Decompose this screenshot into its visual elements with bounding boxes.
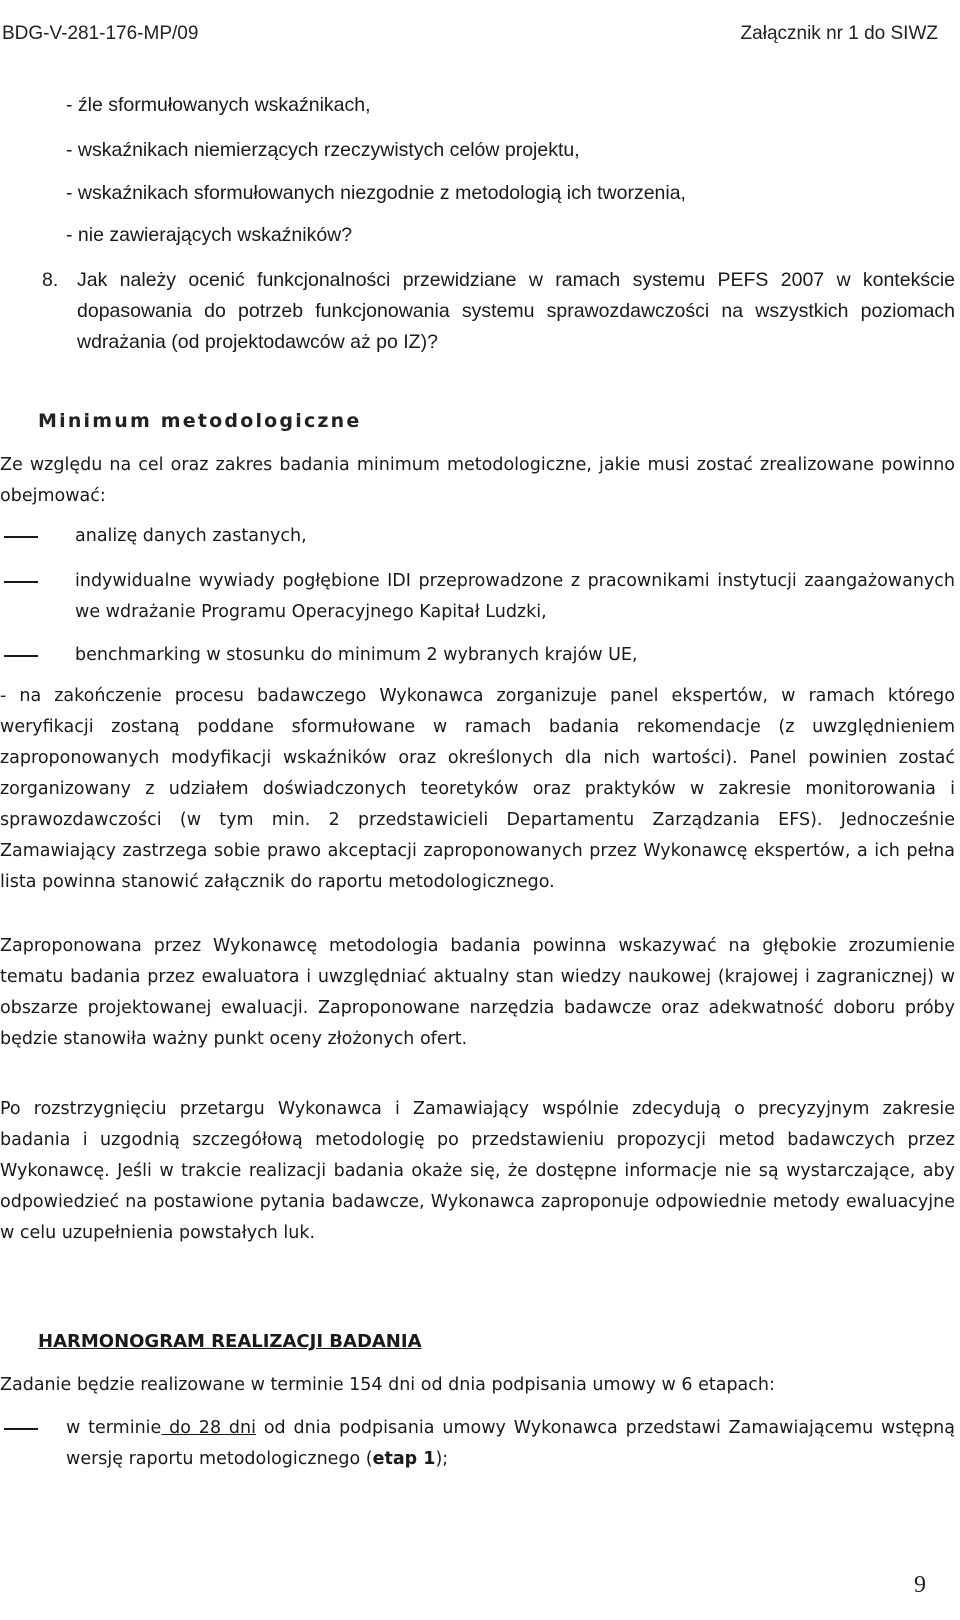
- paragraph: - na zakończenie procesu badawczego Wykonawca zorganizuje panel ekspertów, w ramach którego weryfikacji zostaną poddane sformułowane w ramach badania rekomendacje (z uwzględnieniem zaproponowanych modyfikacji wskaźników oraz określonych dla nich wartości). Panel powinien zostać zorganizowany z udziałem doświadczonych teoretyków oraz praktyków w zakresie monitorowania i sprawozdawczości (w tym min. 2 przedstawicieli Departamentu Zarządzania EFS). Jednocześnie Zamawiający zastrzega sobie prawo akceptacji zaproponowanych przez Wykonawcę ekspertów, a ich pełna lista powinna stanowić załącznik do raportu metodologicznego.: [0, 686, 955, 892]
- list-item: - źle sformułowanych wskaźnikach,: [66, 94, 371, 116]
- underlined-term: do 28 dni: [161, 1418, 256, 1438]
- paragraph: Ze względu na cel oraz zakres badania minimum metodologiczne, jakie musi zostać zrealizowane powinno obejmować:: [0, 455, 955, 506]
- paragraph: Zadanie będzie realizowane w terminie 154 dni od dnia podpisania umowy w 6 etapach:: [0, 1375, 775, 1395]
- paragraph: Zaproponowana przez Wykonawcę metodologia badania powinna wskazywać na głębokie zrozumienie tematu badania przez ewaluatora i uwzględniać aktualny stan wiedzy naukowej (krajowej i zagranicznej) w obszarze projektowanej ewaluacji. Zaproponowane narzędzia badawcze oraz adekwatność doboru próby będzie stanowiła ważny punkt oceny złożonych ofert.: [0, 936, 955, 1049]
- list-item: - wskaźnikach sformułowanych niezgodnie z metodologią ich tworzenia,: [66, 182, 686, 204]
- question-number: 8.: [42, 269, 59, 291]
- bullet-text: [66, 1413, 955, 1475]
- bullet-text: analizę danych zastanych,: [75, 526, 307, 546]
- paragraph: Po rozstrzygnięciu przetargu Wykonawca i Zamawiający wspólnie zdecydują o precyzyjnym zakresie badania i uzgodnią szczegółową metodologię po przedstawieniu propozycji metod badawczych przez Wykonawcę. Jeśli w trakcie realizacji badania okaże się, że dostępne informacje nie są wystarczające, aby odpowiedzieć na postawione pytania badawcze, Wykonawca zaproponuje odpowiednie metody ewaluacyjne w celu uzupełnienia powstałych luk.: [0, 1099, 955, 1243]
- bullet-text: indywidualne wywiady pogłębione IDI przeprowadzone z pracownikami instytucji zaangażowanych we wdrażanie Programu Operacyjnego Kapitał Ludzki,: [75, 571, 955, 622]
- stage-label: etap 1: [372, 1449, 436, 1469]
- list-item: - wskaźnikach niemierzących rzeczywistych celów projektu,: [66, 139, 580, 161]
- bullet-text: benchmarking w stosunku do minimum 2 wybranych krajów UE,: [75, 645, 638, 665]
- section-heading: HARMONOGRAM REALIZACJI BADANIA: [38, 1331, 422, 1352]
- page-number: 9: [914, 1572, 926, 1598]
- question-text: Jak należy ocenić funkcjonalności przewidziane w ramach systemu PEFS 2007 w kontekście dopasowania do potrzeb funkcjonowania systemu sprawozdawczości na wszystkich poziomach wdrażania (od projektodawców aż po IZ)?: [77, 269, 955, 353]
- text-segment: od dnia podpisania umowy Wykonawca przedstawi Zamawiającemu wstępną wersję raportu metodologicznego (: [66, 1418, 955, 1469]
- section-heading: Minimum metodologiczne: [38, 410, 362, 432]
- list-item: - nie zawierających wskaźników?: [66, 224, 353, 246]
- document-reference: BDG-V-281-176-MP/09: [2, 23, 199, 44]
- text-segment: );: [435, 1449, 449, 1469]
- attachment-label: Załącznik nr 1 do SIWZ: [740, 23, 938, 44]
- text-segment: w terminie: [66, 1418, 162, 1438]
